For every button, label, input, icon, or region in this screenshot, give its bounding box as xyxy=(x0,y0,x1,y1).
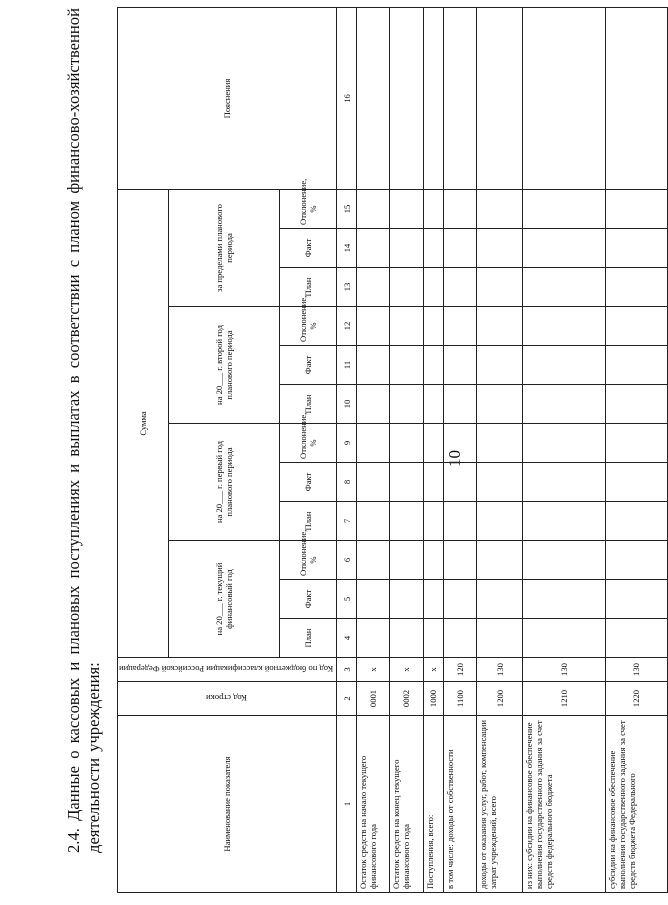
row-sum-cell xyxy=(357,268,390,307)
row-explanation-cell xyxy=(357,7,390,189)
row-sum-cell xyxy=(522,346,605,385)
row-sum-cell xyxy=(605,268,667,307)
row-sum-cell xyxy=(477,424,523,463)
row-sum-cell xyxy=(477,541,523,580)
row-sum-cell xyxy=(522,307,605,346)
column-number: 1 xyxy=(337,716,357,893)
row-sum-cell xyxy=(390,619,423,658)
header-fact: Факт xyxy=(280,463,337,502)
row-sum-cell xyxy=(605,229,667,268)
header-fact: Факт xyxy=(280,229,337,268)
row-sum-cell xyxy=(423,268,444,307)
row-sum-cell xyxy=(522,463,605,502)
row-sum-cell xyxy=(444,307,477,346)
row-sum-cell xyxy=(477,502,523,541)
row-indicator-name: Поступления, всего: xyxy=(423,716,444,893)
header-deviation: Отклонение, % xyxy=(280,307,337,346)
row-sum-cell xyxy=(444,268,477,307)
row-sum-cell xyxy=(477,463,523,502)
row-sum-cell xyxy=(477,346,523,385)
row-sum-cell xyxy=(477,229,523,268)
header-name: Наименование показателя xyxy=(118,716,337,893)
row-sum-cell xyxy=(357,502,390,541)
row-sum-cell xyxy=(390,424,423,463)
row-sum-cell xyxy=(477,619,523,658)
row-budget-code: 130 xyxy=(522,658,605,682)
row-sum-cell xyxy=(522,502,605,541)
row-sum-cell xyxy=(423,424,444,463)
column-number: 7 xyxy=(337,502,357,541)
row-sum-cell xyxy=(390,580,423,619)
row-explanation-cell xyxy=(605,7,667,189)
table-row xyxy=(423,7,444,892)
row-sum-cell xyxy=(522,424,605,463)
table-row xyxy=(390,7,423,892)
row-sum-cell xyxy=(390,307,423,346)
row-sum-cell xyxy=(477,385,523,424)
page-number: 10 xyxy=(445,450,464,467)
row-sum-cell xyxy=(357,229,390,268)
row-sum-cell xyxy=(423,189,444,228)
row-sum-cell xyxy=(522,268,605,307)
row-sum-cell xyxy=(522,541,605,580)
column-number: 4 xyxy=(337,619,357,658)
row-sum-cell xyxy=(390,385,423,424)
row-indicator-name: Остаток средств на начало текущего финансового года xyxy=(357,716,390,893)
row-budget-code: x xyxy=(423,658,444,682)
row-sum-cell xyxy=(423,385,444,424)
row-explanation-cell xyxy=(522,7,605,189)
table-row xyxy=(605,7,667,892)
row-sum-cell xyxy=(390,268,423,307)
row-sum-cell xyxy=(423,229,444,268)
row-sum-cell xyxy=(357,346,390,385)
row-sum-cell xyxy=(444,189,477,228)
header-deviation: Отклонение, % xyxy=(280,541,337,580)
column-number: 15 xyxy=(337,189,357,228)
row-sum-cell xyxy=(423,346,444,385)
row-budget-code: 130 xyxy=(605,658,667,682)
row-sum-cell xyxy=(390,229,423,268)
row-sum-cell xyxy=(357,580,390,619)
header-line-code: Код строки xyxy=(118,682,337,716)
row-sum-cell xyxy=(605,463,667,502)
row-indicator-name: субсидии на финансовое обеспечение выполнения государственного задания за счет средств бюджета Федерального xyxy=(605,716,667,893)
column-number: 9 xyxy=(337,424,357,463)
row-budget-code: x xyxy=(390,658,423,682)
row-sum-cell xyxy=(444,463,477,502)
table-row xyxy=(357,7,390,892)
header-plan: План xyxy=(280,385,337,424)
header-explanation: Пояснения xyxy=(118,7,337,189)
row-budget-code: 120 xyxy=(444,658,477,682)
row-sum-cell xyxy=(444,580,477,619)
row-sum-cell xyxy=(605,619,667,658)
header-period-beyond: за пределами планового периода xyxy=(169,189,280,306)
row-line-code: 1200 xyxy=(477,682,523,716)
row-sum-cell xyxy=(522,619,605,658)
row-sum-cell xyxy=(522,580,605,619)
row-sum-cell xyxy=(605,307,667,346)
row-line-code: 1210 xyxy=(522,682,605,716)
row-sum-cell xyxy=(357,541,390,580)
row-sum-cell xyxy=(605,189,667,228)
row-line-code: 0002 xyxy=(390,682,423,716)
table-body xyxy=(357,7,668,892)
table-row xyxy=(522,7,605,892)
row-sum-cell xyxy=(357,307,390,346)
row-sum-cell xyxy=(444,502,477,541)
row-sum-cell xyxy=(390,189,423,228)
row-sum-cell xyxy=(605,502,667,541)
header-deviation: Отклонение, % xyxy=(280,424,337,463)
row-sum-cell xyxy=(605,346,667,385)
row-sum-cell xyxy=(444,541,477,580)
row-sum-cell xyxy=(605,541,667,580)
row-sum-cell xyxy=(423,307,444,346)
row-sum-cell xyxy=(444,619,477,658)
header-fact: Факт xyxy=(280,346,337,385)
row-sum-cell xyxy=(357,189,390,228)
header-period-current: на 20___ г. текущий финансовый год xyxy=(169,541,280,658)
header-deviation: Отклонение, % xyxy=(280,189,337,228)
row-line-code: 1000 xyxy=(423,682,444,716)
column-number-row xyxy=(337,7,357,892)
row-sum-cell xyxy=(357,463,390,502)
column-number: 11 xyxy=(337,346,357,385)
row-sum-cell xyxy=(423,580,444,619)
header-sum: Сумма xyxy=(118,189,169,657)
row-sum-cell xyxy=(423,502,444,541)
column-number: 6 xyxy=(337,541,357,580)
row-budget-code: x xyxy=(357,658,390,682)
row-sum-cell xyxy=(357,619,390,658)
row-sum-cell xyxy=(605,580,667,619)
header-row-sum xyxy=(118,7,169,892)
row-sum-cell xyxy=(357,424,390,463)
column-number: 14 xyxy=(337,229,357,268)
row-explanation-cell xyxy=(390,7,423,189)
row-sum-cell xyxy=(390,541,423,580)
header-budget-code: Код по бюджетной классификации Российской Федерации xyxy=(118,658,337,682)
header-plan: План xyxy=(280,502,337,541)
row-sum-cell xyxy=(357,385,390,424)
row-sum-cell xyxy=(522,189,605,228)
row-sum-cell xyxy=(444,385,477,424)
row-line-code: 1100 xyxy=(444,682,477,716)
column-number: 16 xyxy=(337,7,357,189)
column-number: 5 xyxy=(337,580,357,619)
row-line-code: 1220 xyxy=(605,682,667,716)
row-sum-cell xyxy=(390,346,423,385)
header-period-first: на 20___ г. первый год планового периода xyxy=(169,424,280,541)
row-sum-cell xyxy=(444,346,477,385)
row-explanation-cell xyxy=(477,7,523,189)
row-sum-cell xyxy=(477,307,523,346)
header-fact: Факт xyxy=(280,580,337,619)
row-sum-cell xyxy=(477,580,523,619)
column-number: 3 xyxy=(337,658,357,682)
row-sum-cell xyxy=(423,619,444,658)
row-sum-cell xyxy=(605,385,667,424)
row-sum-cell xyxy=(390,463,423,502)
column-number: 10 xyxy=(337,385,357,424)
row-sum-cell xyxy=(605,424,667,463)
column-number: 12 xyxy=(337,307,357,346)
row-budget-code: 130 xyxy=(477,658,523,682)
row-line-code: 0001 xyxy=(357,682,390,716)
row-sum-cell xyxy=(423,463,444,502)
column-number: 2 xyxy=(337,682,357,716)
row-sum-cell xyxy=(477,189,523,228)
row-sum-cell xyxy=(423,541,444,580)
row-sum-cell xyxy=(390,502,423,541)
row-sum-cell xyxy=(444,424,477,463)
row-sum-cell xyxy=(522,385,605,424)
column-number: 13 xyxy=(337,268,357,307)
row-indicator-name: Остаток средств на конец текущего финансового года xyxy=(390,716,423,893)
row-indicator-name: из них: субсидии на финансовое обеспечение выполнения государственного задания за счет средств федерального бюджета xyxy=(522,716,605,893)
row-explanation-cell xyxy=(423,7,444,189)
column-number: 8 xyxy=(337,463,357,502)
row-indicator-name: в том числе: доходы от собственности xyxy=(444,716,477,893)
row-indicator-name: доходы от оказания услуг, работ, компенсации затрат учреждений, всего xyxy=(477,716,523,893)
table-row xyxy=(477,7,523,892)
header-plan: План xyxy=(280,619,337,658)
finance-table xyxy=(117,7,668,893)
header-plan: План xyxy=(280,268,337,307)
row-sum-cell xyxy=(477,268,523,307)
row-explanation-cell xyxy=(444,7,477,189)
section-heading: 2.4. Данные о кассовых и плановых поступлениях и выплатах в соответствии с планом финансово-хозяйственной деятельности учреждения: xyxy=(64,8,103,853)
row-sum-cell xyxy=(444,229,477,268)
header-period-second: на 20___ г. второй год планового периода xyxy=(169,307,280,424)
row-sum-cell xyxy=(522,229,605,268)
table-row xyxy=(444,7,477,892)
